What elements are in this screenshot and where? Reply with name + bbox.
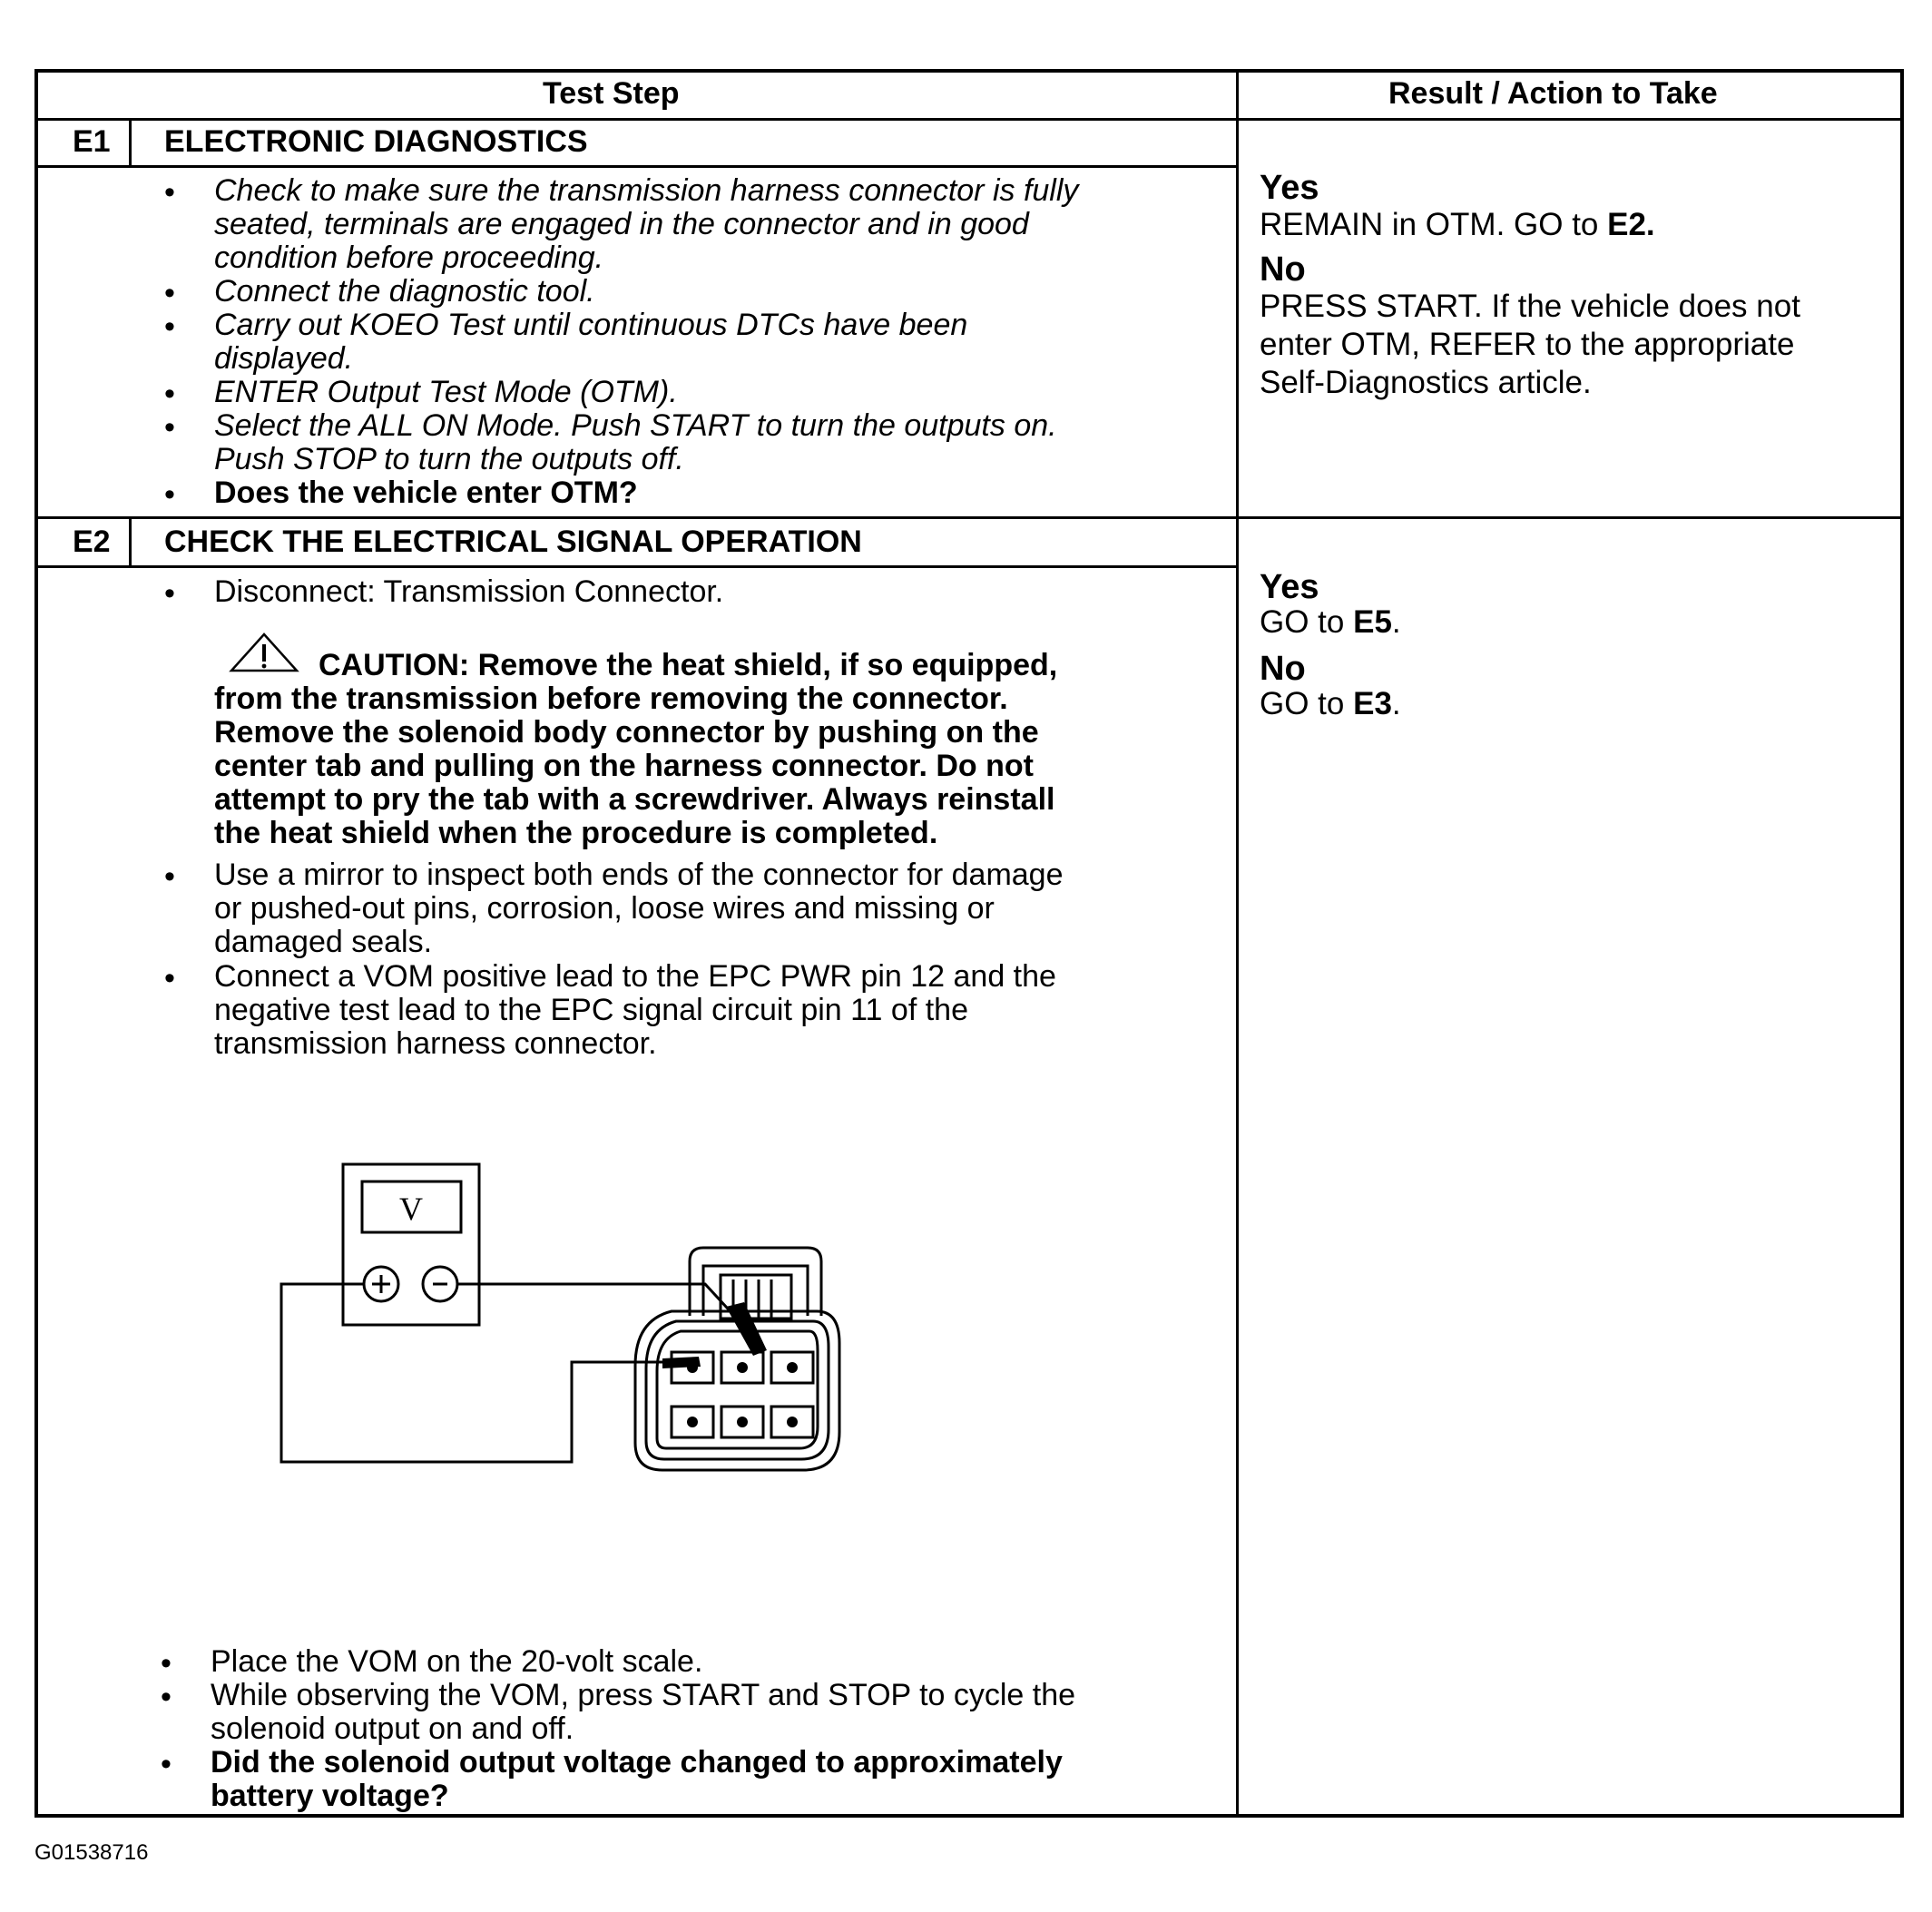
step-id-e2: E2 [73,525,111,559]
bullet-dot: • [164,477,175,512]
action-text: GO to [1260,604,1354,640]
e1-no-action [1260,288,1800,402]
e1-bullet-5 [214,409,1057,476]
e1-bullet-6: Does the vehicle enter OTM? [214,476,638,510]
bullet-dot: • [161,1747,172,1781]
line: Check to make sure the transmission harness connector is fully [214,173,1079,208]
bullet-dot: • [164,859,175,894]
step-ref: E5 [1353,604,1392,640]
line: Remove the solenoid body connector by pushing on the [214,715,1039,750]
line: solenoid output on and off. [211,1711,574,1746]
figure-code: G01538716 [34,1840,149,1865]
bullet-dot: • [164,175,175,210]
step-ref: E3 [1353,686,1392,721]
step-ref: E2. [1607,207,1655,242]
line: the heat shield when the procedure is completed. [214,816,938,850]
e2-bullet-2 [214,858,1064,959]
bullet-dot: • [161,1680,172,1714]
bullet-dot: • [164,961,175,995]
column-divider [1236,69,1239,1818]
line: Push STOP to turn the outputs off. [214,442,684,476]
header-divider [34,118,1904,121]
e1-bullet-4: ENTER Output Test Mode (OTM). [214,375,678,409]
e2-bullet-5 [211,1679,1075,1746]
line: Carry out KOEO Test until continuous DTCs have been [214,308,968,342]
bullet-dot: • [164,309,175,344]
line: damaged seals. [214,925,433,959]
action-text: GO to [1260,686,1354,721]
e2-title-divider [34,565,1237,568]
line: Select the ALL ON Mode. Push START to turn the outputs on. [214,408,1057,443]
e2-no-label: No [1260,650,1306,688]
line: PRESS START. If the vehicle does not [1260,289,1800,324]
e2-no-action: GO to E3. [1260,686,1401,721]
line: attempt to pry the tab with a screwdriver. Always reinstall [214,782,1055,817]
e1-bullet-3 [214,309,967,376]
e2-yes-label: Yes [1260,568,1319,606]
e2-bullet-1: Disconnect: Transmission Connector. [214,574,724,609]
e2-caution [214,649,1057,850]
e1-bullet-1 [214,174,1078,275]
line: displayed. [214,341,354,376]
e1-bullet-2: Connect the diagnostic tool. [214,274,595,309]
line: Self-Diagnostics article. [1260,365,1592,400]
e2-bullet-3 [214,960,1056,1061]
line: enter OTM, REFER to the appropriate [1260,327,1795,362]
bullet-dot: • [164,576,175,611]
e1-yes-action [1260,206,1655,244]
line: seated, terminals are engaged in the connector and in good [214,207,1029,241]
line: from the transmission before removing the connector. [214,681,1008,716]
bullet-dot: • [164,276,175,310]
bullet-dot: • [161,1646,172,1681]
e1-no-label: No [1260,250,1306,289]
bullet-dot: • [164,410,175,445]
bullet-dot: • [164,377,175,411]
e2-yes-action: GO to E5. [1260,604,1401,640]
e1-id-divider [129,118,132,166]
step-title-e2: CHECK THE ELECTRICAL SIGNAL OPERATION [164,525,862,559]
step-id-e1: E1 [73,124,111,159]
line: Connect a VOM positive lead to the EPC PWR pin 12 and the [214,959,1056,994]
e1-title-divider [34,165,1237,168]
e2-bullet-4: Place the VOM on the 20-volt scale. [211,1644,703,1679]
line: battery voltage? [211,1779,449,1813]
e1-yes-label: Yes [1260,169,1319,207]
line: Use a mirror to inspect both ends of the connector for damage [214,858,1064,892]
line: condition before proceeding. [214,240,604,275]
line: negative test lead to the EPC signal circuit pin 11 of the [214,993,968,1027]
line: transmission harness connector. [214,1026,657,1061]
action-text: REMAIN in OTM. GO to [1260,207,1608,242]
e1-e2-divider [34,516,1904,519]
header-test-step: Test Step [543,76,680,111]
line: or pushed-out pins, corrosion, loose wires and missing or [214,891,995,926]
e2-id-divider [129,516,132,566]
meter-label: V [399,1191,423,1227]
line: Did the solenoid output voltage changed to approximately [211,1745,1063,1780]
vom-connector-diagram [272,1152,980,1488]
header-result: Result / Action to Take [1388,76,1718,111]
line: center tab and pulling on the harness connector. Do not [214,749,1034,783]
line: CAUTION: Remove the heat shield, if so equipped, [319,648,1058,682]
e2-bullet-6 [211,1746,1063,1813]
line: While observing the VOM, press START and STOP to cycle the [211,1678,1076,1712]
step-title-e1: ELECTRONIC DIAGNOSTICS [164,124,588,159]
